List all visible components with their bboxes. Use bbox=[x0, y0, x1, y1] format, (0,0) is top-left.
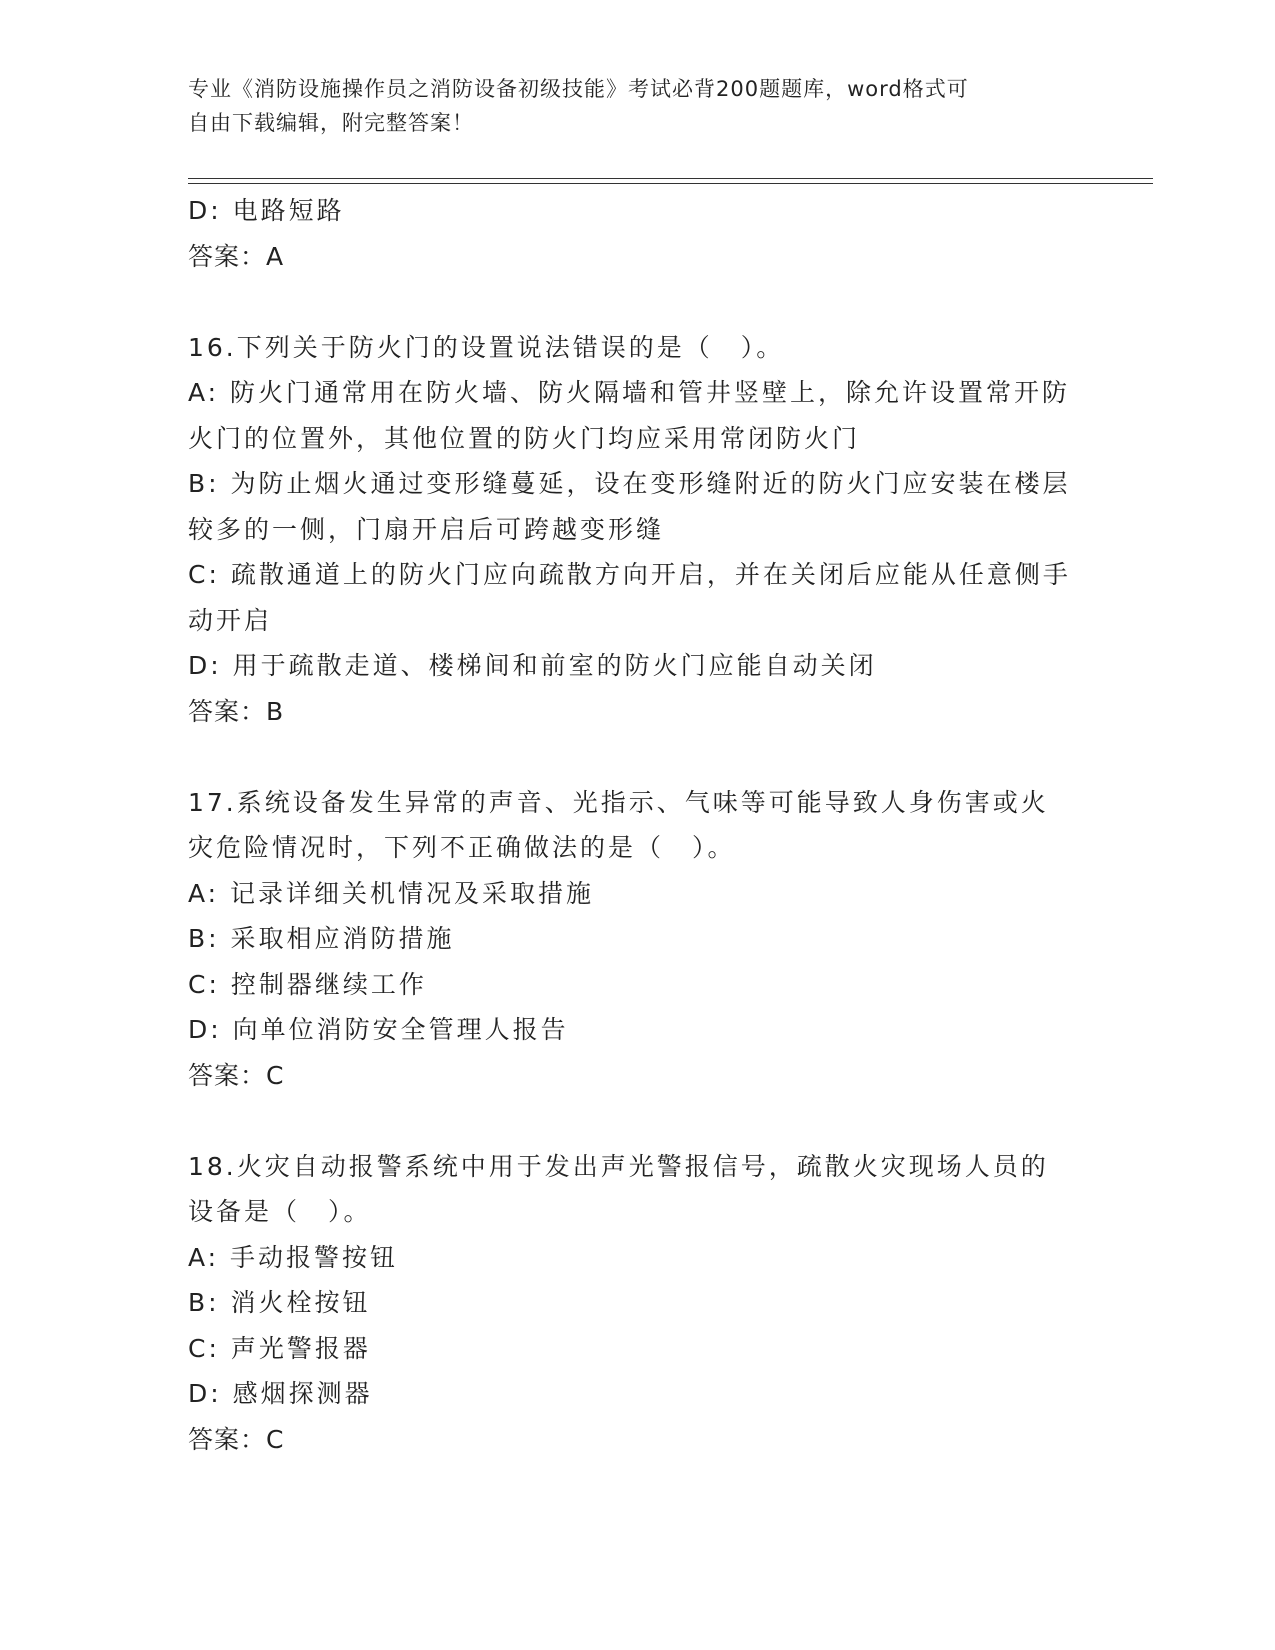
answer: 答案：B bbox=[188, 696, 285, 726]
question-stem: 16.下列关于防火门的设置说法错误的是（ ）。 bbox=[188, 332, 785, 362]
option-c: C: 控制器继续工作 bbox=[188, 969, 427, 999]
option-a: A: 防火门通常用在防火墙、防火隔墙和管井竖壁上，除允许设置常开防火门的位置外，其他位置的防火门均应采用常闭防火门 bbox=[188, 378, 1071, 453]
lead-option-d: D: 电路短路 bbox=[188, 196, 345, 225]
question-stem: 17.系统设备发生异常的声音、光指示、气味等可能导致人身伤害或火灾危险情况时，下列不正确做法的是（ ）。 bbox=[188, 787, 1049, 862]
header-line-2: 自由下载编辑，附完整答案！ bbox=[188, 111, 474, 135]
spacer bbox=[188, 1098, 1073, 1144]
question-16 bbox=[188, 325, 1073, 735]
option-a: A: 记录详细关机情况及采取措施 bbox=[188, 878, 595, 908]
page-header bbox=[188, 72, 1068, 140]
option-a: A: 手动报警按钮 bbox=[188, 1242, 399, 1272]
answer: 答案：C bbox=[188, 1060, 285, 1090]
header-line-1: 专业《消防设施操作员之消防设备初级技能》考试必背200题题库，word格式可 bbox=[188, 77, 969, 101]
question-18 bbox=[188, 1144, 1073, 1463]
option-d: D: 感烟探测器 bbox=[188, 1379, 373, 1408]
header-rule-bottom bbox=[188, 183, 1153, 184]
option-b: B: 消火栓按钮 bbox=[188, 1288, 371, 1317]
spacer bbox=[188, 734, 1073, 780]
answer: 答案：C bbox=[188, 1424, 285, 1454]
option-c: C: 疏散通道上的防火门应向疏散方向开启，并在关闭后应能从任意侧手动开启 bbox=[188, 560, 1071, 635]
document-body bbox=[188, 188, 1073, 1462]
question-stem: 18.火灾自动报警系统中用于发出声光警报信号，疏散火灾现场人员的设备是（ ）。 bbox=[188, 1151, 1049, 1226]
option-d: D: 向单位消防安全管理人报告 bbox=[188, 1015, 569, 1044]
option-b: B: 采取相应消防措施 bbox=[188, 924, 455, 953]
option-b: B: 为防止烟火通过变形缝蔓延，设在变形缝附近的防火门应安装在楼层较多的一侧，门扇开启后可跨越变形缝 bbox=[188, 469, 1071, 544]
option-c: C: 声光警报器 bbox=[188, 1333, 371, 1363]
spacer bbox=[188, 279, 1073, 325]
header-rule-top bbox=[188, 178, 1153, 179]
lead-answer: 答案：A bbox=[188, 241, 285, 271]
question-17 bbox=[188, 780, 1073, 1099]
option-d: D: 用于疏散走道、楼梯间和前室的防火门应能自动关闭 bbox=[188, 651, 877, 680]
